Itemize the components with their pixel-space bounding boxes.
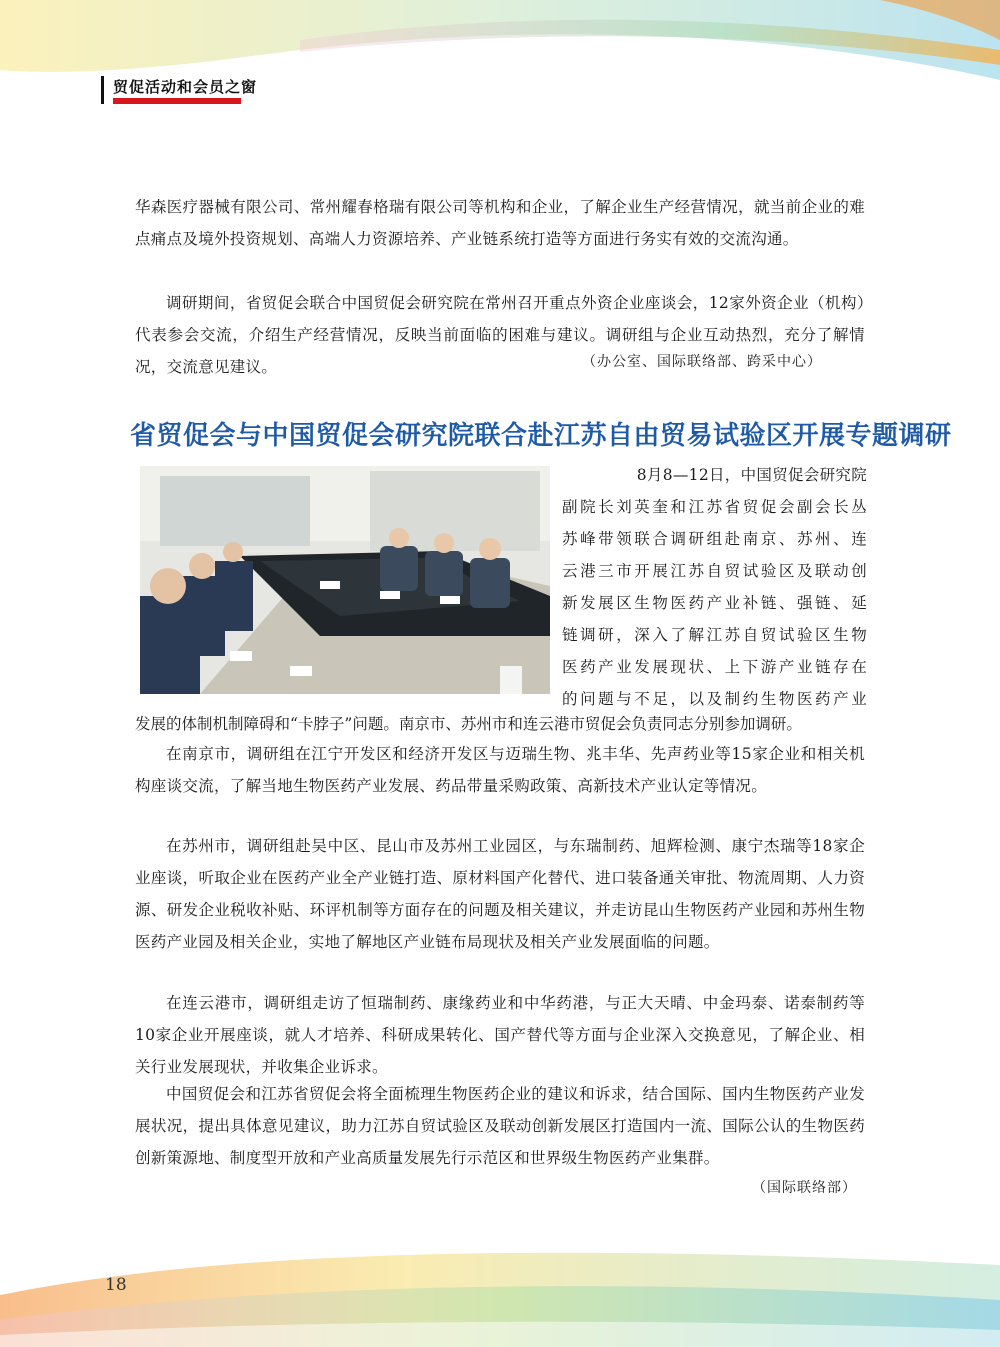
lead-line-8: 的问题与不足，以及制约生物医药产业 <box>562 690 867 708</box>
lead-line-2: 副院长刘英奎和江苏省贸促会副会长丛 <box>562 498 867 516</box>
section-header <box>101 72 258 106</box>
section-header-label: 贸促活动和会员之窗 <box>113 78 258 96</box>
paragraph-nanjing: 在南京市，调研组在江宁开发区和经济开发区与迈瑞生物、兆丰华、先声药业等15家企业和相关机构座谈交流，了解当地生物医药产业发展、药品带量采购政策、高新技术产业认定等情况。 <box>135 745 865 795</box>
lead-ending: 发展的体制机制障碍和“卡脖子”问题。南京市、苏州市和连云港市贸促会负责同志分别参加调研。 <box>135 715 802 733</box>
top-article-source: （办公室、国际联络部、跨采中心） <box>582 354 822 370</box>
top-article-paragraph-2: 调研期间，省贸促会联合中国贸促会研究院在常州召开重点外资企业座谈会，12家外资企业（机构）代表参会交流，介绍生产经营情况，反映当前面临的困难与建议。调研组与企业互动热烈，充分了解情况，交流意见建议。 <box>135 294 865 376</box>
paragraph-lianyungang: 在连云港市，调研组走访了恒瑞制药、康缘药业和中华药港，与正大天晴、中金玛泰、诺泰制药等10家企业开展座谈，就人才培养、科研成果转化、国产替代等方面与企业深入交换意见，了解企业、相关行业发展现状，并收集企业诉求。 <box>135 994 865 1076</box>
lead-line-3: 苏峰带领联合调研组赴南京、苏州、连 <box>562 530 867 548</box>
paragraph-conclusion: 中国贸促会和江苏省贸促会将全面梳理生物医药企业的建议和诉求，结合国际、国内生物医药产业发展状况，提出具体意见建议，助力江苏自贸试验区及联动创新发展区打造国内一流、国际公认的生物医药创新策源地、制度型开放和产业高质量发展先行示范区和世界级生物医药产业集群。 <box>135 1085 865 1167</box>
page-number: 18 <box>105 1275 127 1295</box>
bottom-decoration <box>0 1225 1000 1347</box>
top-article-paragraph-1: 华森医疗器械有限公司、常州耀春格瑞有限公司等机构和企业，了解企业生产经营情况，就当前企业的难点痛点及境外投资规划、高端人力资源培养、产业链系统打造等方面进行务实有效的交流沟通。 <box>135 198 865 248</box>
section-header-bar <box>101 76 104 104</box>
lead-line-5: 新发展区生物医药产业补链、强链、延 <box>562 594 867 612</box>
section-header-underline <box>113 98 241 104</box>
top-decoration <box>0 0 1000 130</box>
lead-line-4: 云港三市开展江苏自贸试验区及联动创 <box>562 562 867 580</box>
paragraph-suzhou: 在苏州市，调研组赴吴中区、昆山市及苏州工业园区，与东瑞制药、旭辉检测、康宁杰瑞等18家企业座谈，听取企业在医药产业全产业链打造、原材料国产化替代、进口装备通关审批、物流周期、人力资源、研发企业税收补贴、环评机制等方面存在的问题及相关建议，并走访昆山生物医药产业园和苏州生物医药产业园及相关企业，实地了解地区产业链布局现状及相关产业发展面临的问题。 <box>135 837 865 951</box>
main-article-source: （国际联络部） <box>752 1180 857 1196</box>
meeting-photo <box>140 466 550 694</box>
lead-line-6: 链调研，深入了解江苏自贸试验区生物 <box>562 626 867 644</box>
article-title: 省贸促会与中国贸促会研究院联合赴江苏自由贸易试验区开展专题调研 <box>130 421 952 451</box>
lead-line-7: 医药产业发展现状、上下游产业链存在 <box>562 658 867 676</box>
lead-line-1: 8月8—12日，中国贸促会研究院 <box>636 466 867 484</box>
